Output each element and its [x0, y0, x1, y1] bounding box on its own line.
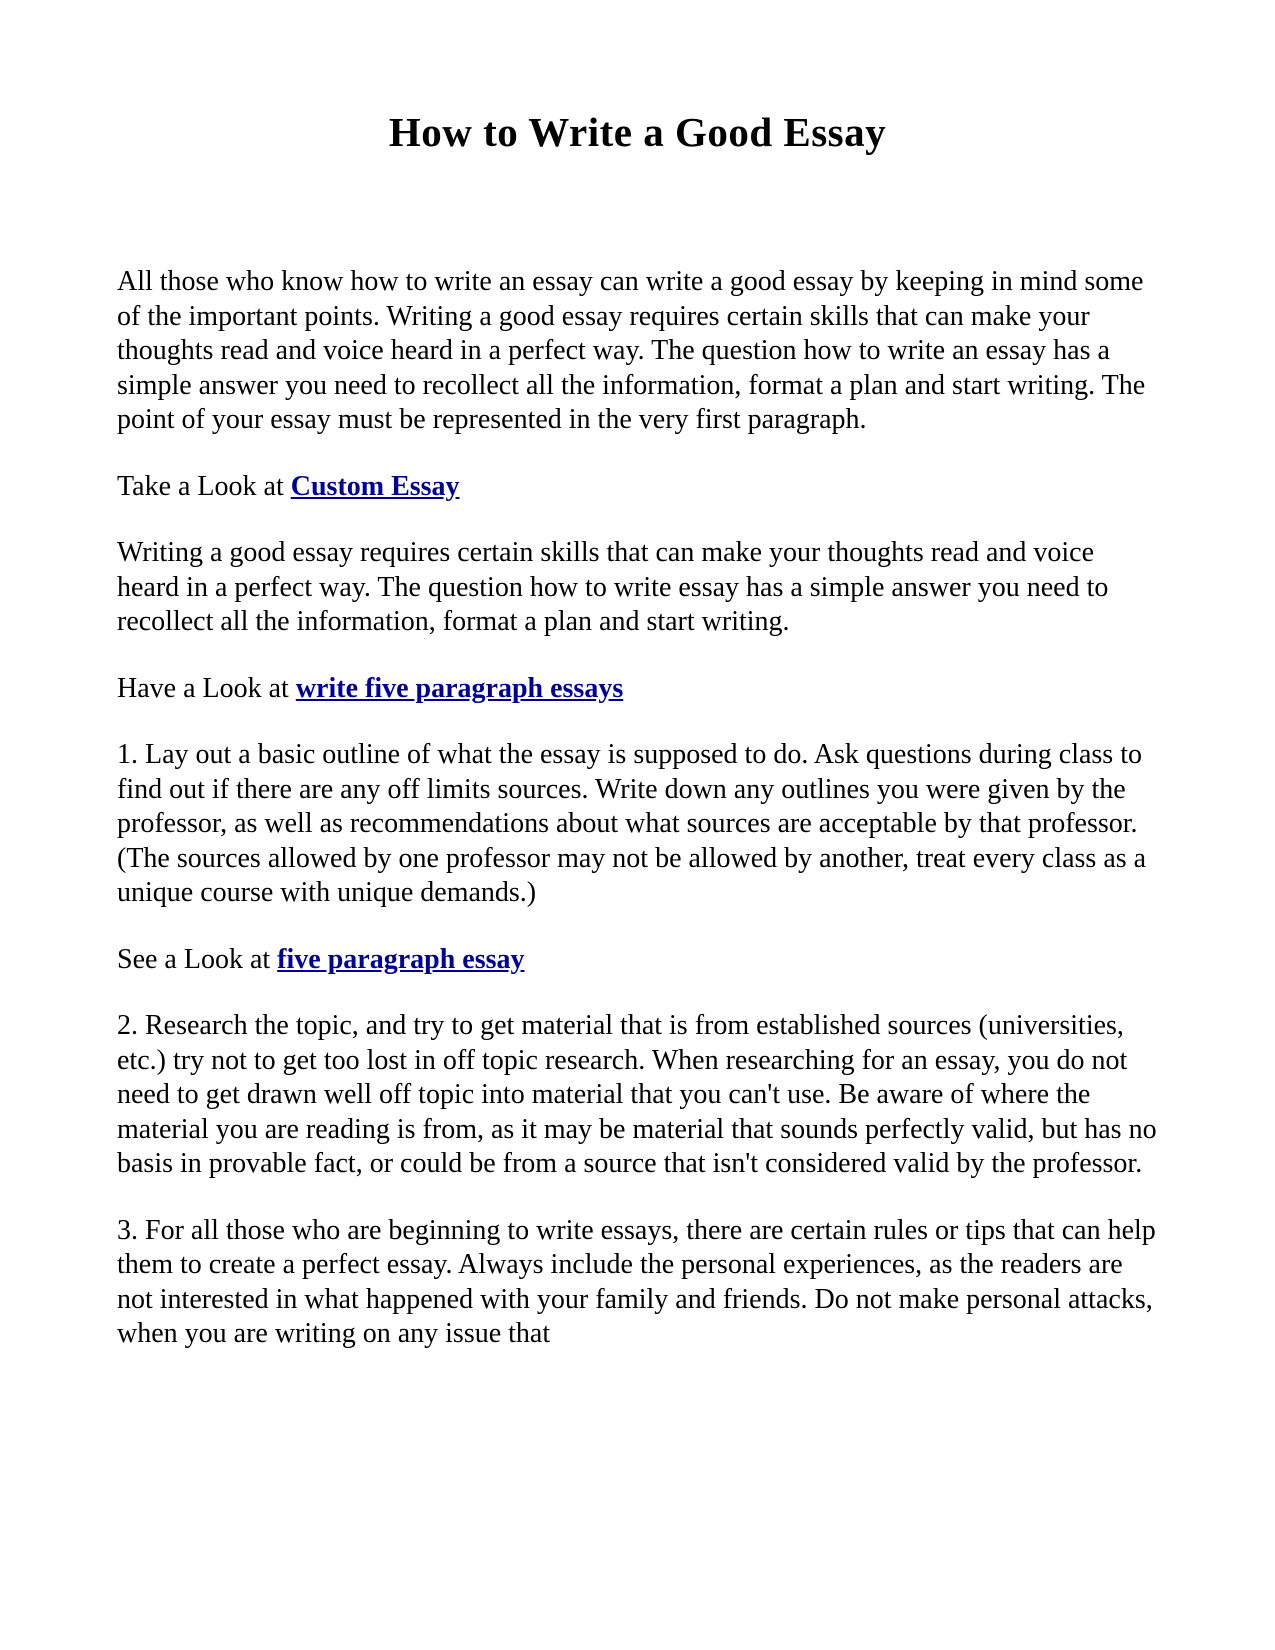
link-line-five-paragraph-essay [117, 943, 1158, 978]
custom-essay-link[interactable]: Custom Essay [290, 470, 460, 502]
paragraph-step1: 1. Lay out a basic outline of what the essay is supposed to do. Ask questions during class to find out if there are any off limits sources. Write down any outlines you were given by the professor, as well as recommendations about what sources are acceptable by that professor. (The sources allowed by one professor may not be allowed by another, treat every class as a unique course with unique demands.) [117, 739, 1147, 909]
link-prefix-text: Have a Look at [117, 672, 296, 704]
link-line-custom-essay [117, 470, 1158, 505]
paragraph-intro: All those who know how to write an essay can write a good essay by keeping in mind some of the important points. Writing a good essay requires certain skills that can make your thoughts read and voice heard in a perfect way. The question how to write an essay has a simple answer you need to recollect all the information, format a plan and start writing. The point of your essay must be represented in the very first paragraph. [117, 266, 1146, 436]
page-title: How to Write a Good Essay [388, 109, 887, 155]
paragraph-skills-repeat: Writing a good essay requires certain skills that can make your thoughts read and voice heard in a perfect way. The question how to write essay has a simple answer you need to recollect all the information, format a plan and start writing. [117, 537, 1109, 638]
write-five-paragraph-essays-link[interactable]: write five paragraph essays [295, 672, 624, 704]
link-prefix-text: See a Look at [117, 943, 278, 975]
paragraph-step3: 3. For all those who are beginning to write essays, there are certain rules or tips that can help them to create a perfect essay. Always include the personal experiences, as the readers are not interested in what happened with your family and friends. Do not make personal attacks, when you are writing on any issue that [117, 1214, 1156, 1350]
link-line-five-paragraph-essays [117, 672, 1158, 707]
five-paragraph-essay-link[interactable]: five paragraph essay [277, 943, 525, 975]
link-prefix-text: Take a Look at [117, 470, 291, 502]
paragraph-step2: 2. Research the topic, and try to get material that is from established sources (universities, etc.) try not to get too lost in off topic research. When researching for an essay, you do not need to get drawn well off topic into material that you can't use. Be aware of where the material you are reading is from, as it may be material that sounds perfectly valid, but has no basis in provable fact, or could be from a source that isn't considered valid by the professor. [117, 1010, 1157, 1180]
